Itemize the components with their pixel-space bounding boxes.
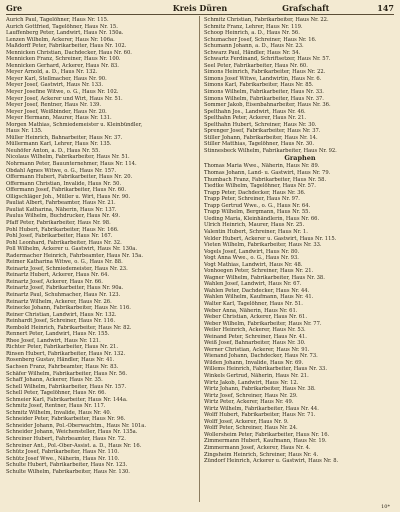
header-left: Gre xyxy=(6,3,23,13)
directory-entry: Spelthahn Peter, Ackerer, Haus Nr. 21. xyxy=(204,115,307,122)
left-column xyxy=(6,17,198,475)
directory-entry: Pohl Josef, Fabrikarbeiter, Haus Nr. 167. xyxy=(6,233,113,240)
directory-entry: Thomas Johann, Land- u. Gastwirt, Haus Nr. 79. xyxy=(204,170,331,177)
directory-entry: Mennicken Christian, Dachdecker, Haus Nr. 60. xyxy=(6,49,132,56)
directory-entry: Wahlen Wilhelm, Kaufmann, Haus Nr. 41. xyxy=(204,294,314,301)
directory-entry: Werner Christian, Ackerer, Haus Nr. 91. xyxy=(204,346,310,353)
page-footer: 10* xyxy=(381,504,390,510)
directory-entry: Paulus Wilhelm, Buchdrucker, Haus Nr. 49. xyxy=(6,213,120,220)
directory-entry: Wagner Wilhelm, Fabrikarbeiter, Haus Nr. 38. xyxy=(204,274,325,281)
directory-entry: Nohrmann Peter, Bauunternehmer, Haus Nr. 114. xyxy=(6,161,137,168)
header-rule xyxy=(6,14,394,15)
directory-entry: Schaff Johann, Ackerer, Haus Nr. 35. xyxy=(6,377,103,384)
directory-entry: Haus Nr. 135. xyxy=(6,128,43,135)
directory-entry: Stiller Johann, Fabrikarbeiter, Haus Nr. 14. xyxy=(204,134,318,141)
directory-entry: Vogt Mathias, Landwirt, Haus Nr. 48. xyxy=(204,261,303,268)
directory-entry: Schumann Johann, a. D., Haus Nr. 23. xyxy=(204,43,304,50)
directory-entry: Schneider Peter, Fabrikarbeiter, Haus Nr. 96. xyxy=(6,416,126,423)
directory-entry: Schmeier Karl, Fabrikarbeiter, Haus Nr. 144a. xyxy=(6,396,128,403)
directory-entry: Richter Peter, Fabrikarbeiter, Haus Nr. 21. xyxy=(6,344,118,351)
directory-entry: Spelthahn Hubert, Schreiner, Haus Nr. 30. xyxy=(204,121,317,128)
directory-entry: Wienand Johann, Dachdecker, Haus Nr. 73. xyxy=(204,353,318,360)
directory-entry: Meyer Arnold, a. D., Haus Nr. 132. xyxy=(6,69,98,76)
directory-entry: Schmitz Josef, Rentner, Haus Nr. 117. xyxy=(6,403,106,410)
directory-entry: Wahlen Josef, Landwirt, Haus Nr. 67. xyxy=(204,281,302,288)
directory-entry: Meyer Josef, Gastwirt, Haus Nr. 133. xyxy=(6,82,103,89)
directory-entry: Wolff Josef, Ackerer, Haus Nr. 9. xyxy=(204,418,289,425)
directory-entry: Valentin Hubert, Schreiner, Haus Nr. 1. xyxy=(204,228,308,235)
directory-entry: Schwartz Ferdinand, Schriftsetzer, Haus Nr. 57. xyxy=(204,56,331,63)
directory-entry: Schmitz Christian, Fabrikarbeiter, Haus Nr. 22. xyxy=(204,17,329,23)
directory-entry: Thomas Maria Wwe., Näherin, Haus Nr. 89. xyxy=(204,163,320,170)
directory-entry: Wirtz Josef, Schreiner, Haus Nr. 29. xyxy=(204,392,298,399)
directory-entry: Maßdorff Peter, Fabrikarbeiter, Haus Nr. 102. xyxy=(6,43,127,50)
directory-entry: Weinand Peter, Schreiner, Haus Nr. 41. xyxy=(204,333,307,340)
directory-entry: Reinecke Johann, Fabrikarbeiter, Haus Nr. 116. xyxy=(6,305,131,312)
directory-entry: Schulte Hubert, Fabrikarbeiter, Haus Nr. 123. xyxy=(6,462,128,469)
directory-entry: Trapp Peter, Schreiner, Haus Nr. 97. xyxy=(204,196,300,203)
directory-entry: Walter Karl, Tagelöhner, Haus Nr. 51. xyxy=(204,300,303,307)
directory-entry: Wolff Peter, Schreiner, Haus Nr. 24. xyxy=(204,425,298,432)
directory-entry: Wirtz Peter, Ackerer, Haus Nr. 49. xyxy=(204,399,294,406)
header-right xyxy=(6,3,394,13)
directory-entry: Reinartz Paul, Schuhmacher, Haus Nr. 123. xyxy=(6,291,121,298)
right-column-top xyxy=(204,17,396,154)
directory-entry: Neuhöfer Anton, a. D., Haus Nr. 55. xyxy=(6,147,101,154)
directory-entry: Ueding Maria, Kleinhändlerin, Haus Nr. 66. xyxy=(204,215,320,222)
directory-entry: Spelthahn Jos., Landwirt, Haus Nr. 46. xyxy=(204,108,306,115)
directory-entry: Meyer Josef, Rentner, Haus Nr. 139. xyxy=(6,102,102,109)
directory-entry: Vonhoegen Peter, Schreiner, Haus Nr. 21. xyxy=(204,268,314,275)
directory-entry: Simons Wilhelm, Fabrikarbeiter, Haus Nr. 33. xyxy=(204,89,324,96)
directory-entry: Schreiner Hubert, Fahrbeamter, Haus Nr. 72. xyxy=(6,436,126,442)
directory-entry: Aurich Paul, Tagelöhner, Haus Nr. 115. xyxy=(6,17,109,23)
directory-entry: Meyer Hermann, Maurer, Haus Nr. 131. xyxy=(6,115,112,122)
directory-entry: Trapp Gertrud Wwe., o. G., Haus Nr. 64. xyxy=(204,202,311,209)
directory-entry: Stinnesbeck Wilhelm, Fabrikarbeiter, Haus Nr. 92. xyxy=(204,147,337,154)
directory-entry: Müller Heinrich, Bahnarbeiter, Haus Nr. 37. xyxy=(6,134,123,141)
directory-entry: Reinartz Josef, Schmiedemeister, Haus Nr. 23. xyxy=(6,265,128,272)
directory-entry: Pohl Hubert, Fabrikarbeiter, Haus Nr. 166. xyxy=(6,226,119,233)
directory-entry: Pauliat Katharina, Näherin, Haus Nr. 137. xyxy=(6,206,117,213)
directory-entry: Weber Wilhelm, Fabrikarbeiter, Haus Nr. 77. xyxy=(204,320,322,327)
directory-entry: Schell Peter, Tagelöhner, Haus Nr. 66. xyxy=(6,390,107,397)
directory-entry: Zimmermann Hubert, Kaufmann, Haus Nr. 19. xyxy=(204,438,327,445)
right-column-bottom xyxy=(204,163,396,464)
directory-entry: Radermacher Heinrich, Fahrbeamter, Haus Nr. 15a. xyxy=(6,252,144,259)
column-divider xyxy=(199,16,200,502)
directory-entry: Schoop Heinrich, a. D., Haus Nr. 56. xyxy=(204,30,300,37)
directory-entry: Offermann Christian, Invalide, Haus Nr. 50. xyxy=(6,180,122,187)
directory-entry: Seel Peter, Fabrikarbeiter, Haus Nr. 60. xyxy=(204,62,308,69)
directory-entry: Vogels Josef, Landwirt, Haus Nr. 80. xyxy=(204,248,300,255)
directory-entry: Rinsen Hubert, Fabrikarbeiter, Haus Nr. 132. xyxy=(6,350,126,357)
directory-entry: Zündorf Heinrich, Ackerer u. Gastwirt, Haus Nr. 8. xyxy=(204,458,339,465)
directory-entry: Weber Anna, Näherin, Haus Nr. 61. xyxy=(204,307,298,314)
directory-entry: Wirtz Jakob, Landwirt, Haus Nr. 12. xyxy=(204,379,299,386)
directory-entry: Meyer Josefine Witwe, o. G., Haus Nr. 102. xyxy=(6,89,119,96)
right-column xyxy=(204,17,396,465)
directory-entry: Meyer Josef, Weißbinder, Haus Nr. 20. xyxy=(6,108,107,115)
directory-entry: Schneider Johann, Weichensteller, Haus Nr. 135a. xyxy=(6,429,138,436)
directory-entry: Reinartz Hubert, Ackerer, Haus Nr. 64. xyxy=(6,272,110,279)
directory-entry: Wollersheim Peter, Fabrikarbeiter, Haus Nr. 16. xyxy=(204,431,330,438)
directory-entry: Zingsheim Heinrich, Schreiner, Haus Nr. 4. xyxy=(204,451,319,458)
directory-entry: Simons Karl, Fabrikarbeiter, Haus Nr. 85. xyxy=(204,82,314,89)
directory-entry: Rennert Peter, Landwirt, Haus Nr. 155. xyxy=(6,331,110,338)
directory-entry: Müllermann Karl, Lehrer, Haus Nr. 135. xyxy=(6,141,112,148)
directory-entry: Schreiner Ant., Pol.-Ober-Assist. a. D., Haus Nr. 16. xyxy=(6,442,142,449)
directory-entry: Offermann Josef, Fabrikarbeiter, Haus Nr. 60. xyxy=(6,187,126,194)
directory-entry: Reinartz Wilhelm, Ackerer, Haus Nr. 26. xyxy=(6,298,112,305)
directory-entry: Rembold Heinrich, Fabrikarbeiter, Haus Nr. 82. xyxy=(6,324,132,331)
directory-entry: Reimer Katharina Witwe, o. G., Haus Nr. 88. xyxy=(6,259,123,266)
section-title: Graphen xyxy=(284,154,316,163)
directory-entry: Reiner Christian, Landwirt, Haus Nr. 132. xyxy=(6,311,117,318)
directory-entry: Wolff Hubert, Fabrikarbeiter, Haus Nr. 71. xyxy=(204,412,316,419)
directory-entry: Obdahl Agnes Witwe, o. G., Haus Nr. 157. xyxy=(6,167,117,174)
directory-entry: Schäfer Wilhelm, Fabrikarbeiter, Haus Nr. 56. xyxy=(6,370,128,377)
directory-entry: Reinhardt Josef, Schreiner, Haus Nr. 116. xyxy=(6,318,116,325)
directory-entry: Mennicken Franz, Schreiner, Haus Nr. 100. xyxy=(6,56,121,63)
directory-entry: Rhee Josef, Landwirt, Haus Nr. 121. xyxy=(6,337,101,344)
directory-entry: Simons Wilhelm, Fabrikarbeiter, Haus Nr. 37. xyxy=(204,95,324,102)
directory-entry: Schneider Johann, Pol.-Oberwachtm., Haus Nr. 101a. xyxy=(6,422,146,429)
directory-entry: Thumbach Franz, Fabrikarbeiter, Haus Nr. 58. xyxy=(204,176,327,183)
directory-entry: Pauliat Albert, Fahrbeamter, Haus Nr. 21. xyxy=(6,200,116,207)
directory-entry: Schulte Wilhelm, Fabrikarbeiter, Haus Nr. 130. xyxy=(6,468,130,475)
directory-entry: Velder Hubert, Ackerer u. Gastwirt, Haus Nr. 115. xyxy=(204,235,337,242)
directory-entry: Schmitz Franz, Lehrer, Haus Nr. 119. xyxy=(204,23,303,30)
directory-entry: Offermann Hubert, Fabrikarbeiter, Haus Nr. 20. xyxy=(6,174,133,181)
directory-entry: Olligschläger Joh., Müller u. Wirt, Haus Nr. 90. xyxy=(6,193,131,200)
directory-entry: Simons Josef Witwe, Landwirtin, Haus Nr. 6. xyxy=(204,75,322,82)
directory-entry: Stiller Matthias, Tagelöhner, Haus Nr. 30. xyxy=(204,141,314,148)
directory-entry: Lauffenberg Peter, Landwirt, Haus Nr. 150a. xyxy=(6,30,124,37)
directory-entry: Aurich Gottfried, Tagelöhner, Haus Nr. 15. xyxy=(6,23,118,30)
directory-entry: Vieten Wilhelm, Fabrikarbeiter, Haus Nr. 33. xyxy=(204,242,322,249)
directory-entry: Sachsen Franz, Fahrbeamter, Haus Nr. 83. xyxy=(6,363,119,370)
header-right-label: Grafschaft xyxy=(282,3,330,13)
directory-entry: Schumacher Josef, Schreiner, Haus Nr. 16. xyxy=(204,36,317,43)
directory-entry: Willems Heinrich, Fabrikarbeiter, Haus Nr. 33. xyxy=(204,366,327,373)
directory-entry: Wahlen Peter, Dachdecker, Haus Nr. 44. xyxy=(204,287,310,294)
directory-entry: Schmitz Wilhelm, Invalide, Haus Nr. 40. xyxy=(6,409,112,416)
directory-entry: Reinartz Josef, Ackerer, Haus Nr. 66. xyxy=(6,278,103,285)
directory-entry: Pohl Leonhard, Fabrikarbeiter, Haus Nr. 32. xyxy=(6,239,122,246)
page-number: 147 xyxy=(377,3,394,13)
directory-entry: Pfaff Peter, Fabrikarbeiter, Haus Nr. 98. xyxy=(6,219,111,226)
directory-entry: Trapp Peter, Dachdecker, Haus Nr. 36. xyxy=(204,189,306,196)
directory-entry: Rosenberg Gustav, Händler, Haus Nr. 41. xyxy=(6,357,115,364)
directory-entry: Sprenger Josef, Fabrikarbeiter, Haus Nr. 37. xyxy=(204,128,321,135)
directory-entry: Weiler Heinrich, Ackerer, Haus Nr. 53. xyxy=(204,327,306,334)
directory-entry: Winkels Gertrud, Näherin, Haus Nr. 21. xyxy=(204,372,309,379)
directory-entry: Schütz Josef, Fabrikarbeiter, Haus Nr. 110. xyxy=(6,449,120,456)
directory-entry: Ulrich Heinrich, Maurer, Haus Nr. 25. xyxy=(204,222,305,229)
directory-entry: Zimmermann Josef, Ackerer, Haus Nr. 4. xyxy=(204,445,311,451)
directory-entry: Schell Wilhelm, Fabrikarbeiter, Haus Nr. 157. xyxy=(6,383,127,390)
directory-entry: Morgen Mathias, Schmiedemeister u. Kleinbündler, xyxy=(6,121,143,128)
directory-entry: Meyer Karl, Stellmacher, Haus Nr. 90. xyxy=(6,75,107,82)
directory-entry: Wirtz Wilhelm, Fabrikarbeiter, Haus Nr. 44. xyxy=(204,405,319,412)
directory-entry: Nicolaus Wilhelm, Fabrikarbeiter, Haus Nr. 51. xyxy=(6,154,130,161)
directory-entry: Wilden Johann, Invalide, Haus Nr. 69. xyxy=(204,359,304,366)
directory-entry: Reinartz Josef, Fabrikarbeiter, Haus Nr. 90a. xyxy=(6,285,124,292)
directory-entry: Schütz Josef Wwe., Näherin, Haus Nr. 110. xyxy=(6,455,120,462)
directory-entry: Vogt Anna Wwe., o. G., Haus Nr. 93. xyxy=(204,255,299,262)
directory-entry: Simons Heinrich, Fabrikarbeiter, Haus Nr. 22. xyxy=(204,69,326,76)
directory-entry: Trapp Wilhelm, Bergmann, Haus Nr. 55. xyxy=(204,209,311,216)
directory-entry: Wirtz Johann, Fabrikarbeiter, Haus Nr. 38. xyxy=(204,386,316,393)
directory-entry: Weiß Josef, Bahnarbeiter, Haus Nr. 30. xyxy=(204,340,306,347)
directory-entry: Meyer Josef, Ackerer und Wirt, Haus Nr. 51. xyxy=(6,95,123,102)
directory-entry: Mennicken Gerhard, Ackerer, Haus Nr. 83. xyxy=(6,62,119,69)
directory-entry: Sommer Jakob, Eisenbahnarbeiter, Haus Nr. 36. xyxy=(204,102,331,109)
directory-entry: Weber Christian, Ackerer, Haus Nr. 61. xyxy=(204,314,307,321)
header-title: Kreis Düren xyxy=(172,3,228,13)
directory-entry: Tiedtke Wilhelm, Tagelöhner, Haus Nr. 57. xyxy=(204,183,316,190)
directory-entry: Poll Wilhelm, Ackerer u. Gastwirt, Haus Nr. 130a. xyxy=(6,246,138,253)
directory-entry: Schwarz Paul, Händler, Haus Nr. 54. xyxy=(204,49,301,56)
directory-entry: Lenzen Wilhelm, Ackerer, Haus Nr. 106a. xyxy=(6,36,115,43)
